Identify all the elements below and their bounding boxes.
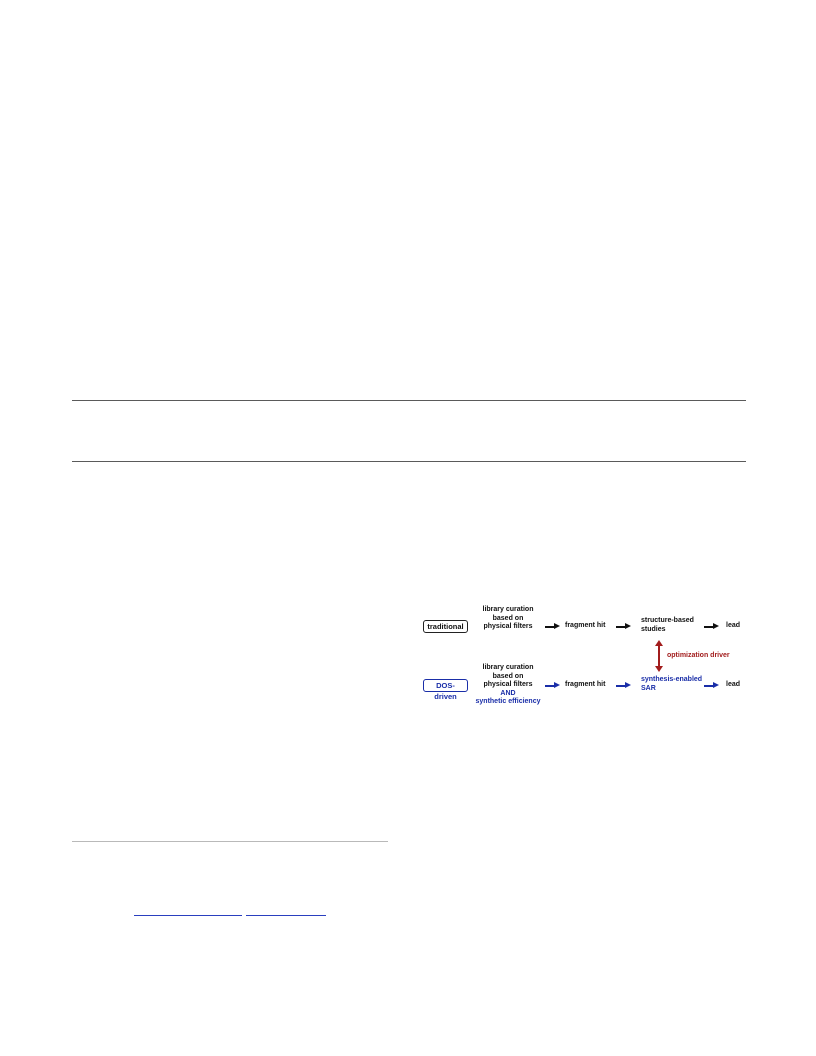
dos-arrow-2	[616, 682, 631, 689]
workflow-diagram	[420, 606, 750, 710]
traditional-arrow-1	[545, 623, 560, 630]
top-rule	[72, 400, 746, 401]
dos-curation-extra-line: AND	[500, 689, 516, 697]
dos-curation-line: based on	[492, 672, 524, 680]
dos-curation-line: library curation	[482, 664, 534, 671]
optimization-driver-arrow	[655, 640, 663, 672]
dos-fragment-hit: fragment hit	[565, 681, 606, 688]
traditional-fragment-hit: fragment hit	[565, 622, 606, 629]
dos-curation-line: physical filters	[483, 681, 533, 688]
traditional-structure-line: studies	[641, 625, 666, 633]
traditional-step-curation	[475, 606, 541, 632]
footnote-links	[134, 906, 326, 918]
traditional-curation-line: physical filters	[483, 623, 533, 630]
traditional-tag: traditional	[423, 620, 468, 633]
traditional-structure-line: structure-based	[641, 617, 694, 624]
dos-arrow-1	[545, 682, 560, 689]
optimization-driver-label: optimization driver	[667, 652, 730, 659]
dos-arrow-3	[704, 682, 719, 689]
dos-lead: lead	[726, 681, 741, 688]
traditional-step-structure	[641, 617, 694, 634]
footnote-link[interactable]	[134, 906, 242, 916]
dos-synthesis-line: synthesis-enabled	[641, 676, 703, 683]
traditional-lead: lead	[726, 622, 741, 629]
traditional-curation-line: based on	[492, 614, 524, 622]
footnote-separator	[72, 841, 388, 842]
dos-step-synthesis	[641, 676, 702, 693]
dos-step-curation	[475, 664, 541, 707]
dos-synthesis-line: SAR	[641, 684, 656, 692]
dos-driven-tag: DOS-driven	[423, 679, 468, 692]
traditional-arrow-2	[616, 623, 631, 630]
footnote-link[interactable]	[246, 906, 326, 916]
traditional-curation-line: library curation	[482, 606, 534, 613]
traditional-arrow-3	[704, 623, 719, 630]
dos-curation-extra-line: synthetic efficiency	[475, 698, 541, 705]
bottom-rule	[72, 461, 746, 462]
